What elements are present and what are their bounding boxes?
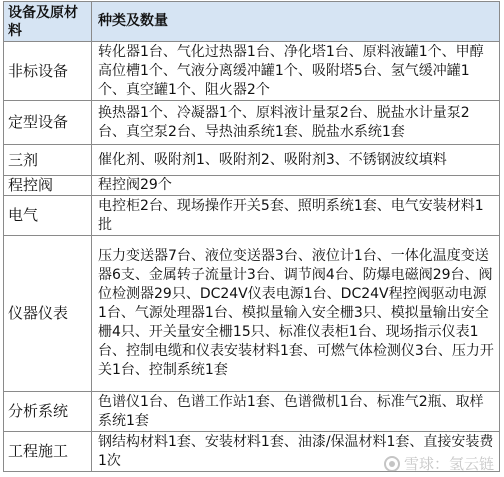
row-items-cell: 压力变送器7台、液位变送器3台、液位计1台、一体化温度变送器6支、金属转子流量计3台、调节阀4台、防爆电磁阀29台、阀位检测器29只、DC24V仪表电源1台、DC24V程控阀驱动电源1台、气源处理器1台、模拟量输入安全栅3只、模拟量输出安全栅4只、开关量安全栅15只、标准仪表柜1台、现场指示仪表1台、控制电缆和仪表安装材料1套、可燃气体检测仪3台、压力开关1台、控制系统1套 bbox=[92, 236, 500, 392]
row-items-cell: 转化器1台、气化过热器1台、净化塔1台、原料液罐1个、甲醇高位槽1个、气液分离缓冲罐1个、吸附塔5台、氢气缓冲罐1个、真空罐1个、阻火器2个 bbox=[92, 42, 500, 101]
row-category-cell: 程控阀 bbox=[4, 176, 92, 196]
watermark-text: 雪球：氢云链 bbox=[403, 455, 494, 473]
row-items-cell: 程控阀29个 bbox=[92, 176, 500, 196]
table-row bbox=[4, 42, 500, 101]
row-items-cell: 色谱仪1台、色谱工作站1套、色谱微机1台、标准气2瓶、取样系统1套 bbox=[92, 392, 500, 432]
table-row bbox=[4, 196, 500, 236]
row-items-cell: 电控柜2台、现场操作开关5套、照明系统1套、电气安装材料1批 bbox=[92, 196, 500, 236]
table-row bbox=[4, 145, 500, 176]
header-category-cell: 设备及原材料 bbox=[4, 2, 92, 42]
row-category-cell: 仪器仪表 bbox=[4, 236, 92, 392]
row-items-cell: 钢结构材料1套、安装材料1套、油漆/保温材料1套、直接安装费1次 bbox=[92, 432, 500, 472]
table-row bbox=[4, 176, 500, 196]
row-category-cell: 三剂 bbox=[4, 145, 92, 176]
row-category-cell: 非标设备 bbox=[4, 42, 92, 101]
row-category-cell: 工程施工 bbox=[4, 432, 92, 472]
header-items-cell: 种类及数量 bbox=[92, 2, 500, 42]
row-category-cell: 定型设备 bbox=[4, 101, 92, 145]
row-items-cell: 催化剂、吸附剂1、吸附剂2、吸附剂3、不锈钢波纹填料 bbox=[92, 145, 500, 176]
row-category-cell: 分析系统 bbox=[4, 392, 92, 432]
snowball-logo-icon bbox=[384, 456, 400, 472]
table-row bbox=[4, 236, 500, 392]
watermark bbox=[384, 453, 494, 474]
equipment-table bbox=[3, 1, 500, 472]
row-items-cell: 换热器1个、冷凝器1个、原料液计量泵2台、脱盐水计量泵2台、真空泵2台、导热油系统1套、脱盐水系统1套 bbox=[92, 101, 500, 145]
table-row bbox=[4, 392, 500, 432]
table-header-row bbox=[4, 2, 500, 42]
table-row bbox=[4, 101, 500, 145]
row-category-cell: 电气 bbox=[4, 196, 92, 236]
